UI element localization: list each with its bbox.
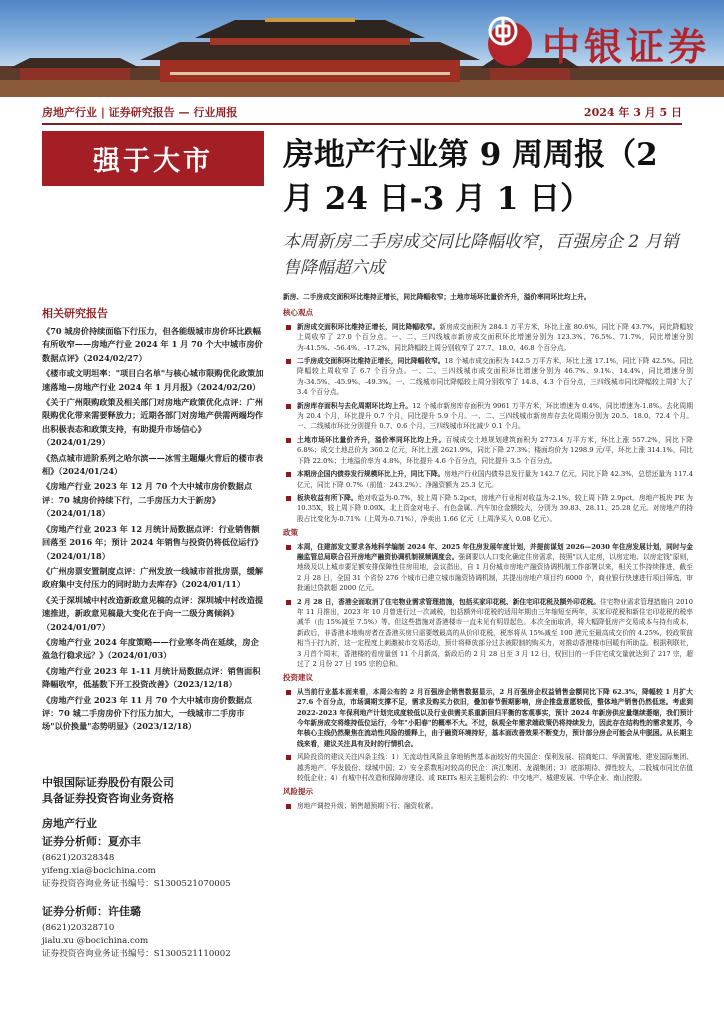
bullet-text: 房地产行业国内债券总发行量为 142.7 亿元，同比下降 42.3%，总偿还量为 117.4 亿元，同比下降 0.7%（前值：243.2%）；净融资额为 25.3 亿元。	[297, 470, 693, 489]
bullet-text: 风险投资的建议关注四条主线：1）无流动性风险且拿地销售基本面较好的央国企：保利发展、招商蛇口、华润置地、建发国际集团、越秀地产、华发股份、绿城中国；2）安全系数相对较高的民企：滨江集团、龙湖集团；3）底部期待、弹性较大，二股城市同比估值较低企业；4）有城中村改造和保障房建设、或 REITs 相关主题机会的：中交地产、城建发展、中华企业、南山控股。	[297, 753, 693, 783]
related-reports	[42, 305, 264, 736]
bullet-text: 新房成交面积为 284.1 万平方米，环比上涨 80.6%，同比下降 43.7%，同比降幅较上周收窄了 27.0 个百分点。一、二、三四线城市新房成交面积环比增速分别为 123.3%、76.5%、71.7%，同比增速分别为-41.5%、-56.4%、-17.2%，同比降幅较上周分别收窄了 27.7、18.0、46.8 个百分点。	[297, 322, 694, 352]
bullet-lead: 本期房企国内债券发行规模环比上升，同比下降。	[297, 470, 445, 479]
related-report-item[interactable]: 《广州房票安置制度点评：广州发放一线城市首批房票，缓解政府集中支付压力的同时助力去库存》（2024/01/11）	[42, 565, 264, 590]
related-report-item[interactable]: 《房地产行业 2024 年度策略——行业寒冬尚在延续，房企盈急行稳求远？》（2024/01/03）	[42, 636, 259, 661]
section-title: 政策	[283, 528, 298, 538]
section-bullet	[283, 356, 693, 398]
bullet-text: 房地产调控升级；销售超预期下行；融资收紧。	[297, 801, 438, 810]
section-bullet	[283, 435, 693, 466]
report-title: 房地产行业第 9 周周报（2 月 24 日-3 月 1 日）	[283, 137, 658, 217]
analyst-cert: 证券投资咨询业务证书编号：S1300521110002	[42, 949, 231, 959]
company-logo	[488, 16, 710, 71]
bullet-lead: 从当前行业基本面来看，本周公布的 2 月百强房企销售数据显示，2 月百强房企权益销售金额同比下降 62.3%，降幅较 1 月扩大 27.6 个百分点，市场调期支撑不足，需求及购买力依旧，叠加春节假期影响，房企推盘意愿较低，整体地产销售仍然低迷。考虑到 2022-2023 年保利地产计划完成度较低以及行业供需关系重新回归平衡的客观事实，预计 2024 年新房供应量继续萎缩，我们预计今年新房成交将维持低位运行，今年"小阳春"的概率不大。不过，纵观全年需求端政策仍将持续发力，因此存在结构性的需求复苏，今年核心主线仍然聚焦在流动性风险的缓释上，由于融资环境持好，基本面改善效果不断变力，预计部分房企可能会从中脱困。从长期主线来看，建议关注具有及时的行情机会。	[297, 687, 693, 748]
section-bullet	[283, 493, 693, 524]
bullet-text: 18 个城市成交面积为 142.5 万平方米，环比上涨 17.1%，同比下降 42.5%。同比降幅较上周收窄了 6.7 个百分点。一、二、三四线城市成交面积环比增速分别为 46.7%、9.1%、14.4%，同比增速分别为-34.5%、-45.9%、-49.3%。一、二线城市同比降幅较上周分别收窄了 14.8、4.3 个百分点，三四线城市同比降幅较上周扩大了 3.4 个百分点。	[297, 357, 693, 397]
section-bullet	[283, 542, 693, 594]
related-report-item[interactable]: 《房地产行业 2023 年 1-11 月统计局数据点评：销售面积降幅收窄，低基数下开工投资改善》（2023/12/18）	[42, 665, 261, 690]
section-bullet	[283, 752, 693, 783]
report-summary: 新房、二手房成交面积环比维持正增长，同比降幅收窄；土地市场环比量价齐升，溢价率同环比均上升。	[283, 293, 591, 301]
header-banner	[0, 0, 724, 97]
bullet-lead: 板块收益有所下降。	[297, 493, 358, 502]
report-date: 2024 年 3 月 5 日	[583, 106, 682, 119]
related-report-item[interactable]: 《房地产行业 2023 年 12 月 70 个大中城市房价数据点评：70 城房价持续下行，二手房压力大于新房》（2024/01/18）	[42, 481, 253, 519]
bullet-text: 百城成交土地规划建筑面积为 2773.4 万平方米，环比上涨 557.2%，同比下降 6.8%；成交土地总价为 360.2 亿元，环比上涨 2621.9%，同比下降 27.3%；楼面均价为 1298.9 元/平，环比上涨 314.1%，同比下降 22.0%；土地溢价率为 4.8%，环比提升 4.6 个百分点，同比提升 3.5 个百分点。	[297, 435, 693, 465]
related-report-item[interactable]: 《关于深圳城中村改造新政意见稿的点评：深圳城中村改造提速推进，新政意见稿最大变化在于向一二级分离倾斜》（2024/01/07）	[42, 594, 264, 632]
analyst-block	[42, 835, 282, 891]
related-report-item[interactable]: 《70 城房价持续面临下行压力，但各能级城市房价环比跌幅有所收窄——房地产行业 2024 年 1 月 70 个大中城市房价数据点评》（2024/02/27）	[42, 326, 263, 363]
bullet-lead: 土地市场环比量价齐升，溢价率同环比均上升。	[297, 435, 446, 444]
bullet-text: 住宅物业需求管理措施自 2010 年 11 月推出，2023 年 10 月曾进行过一次减税，包括额外印花税的适用年期由三年缩短至两年，买家印花税和新住宅印花税的税率减半（由 15%减至 7.5%）等。但这些措施对香港楼市一直未见有明显起色。本次全面取消，将大幅降低房产交易成本与持有成本，新政后，非香港本地购房者在香港买房只需要缴最高的从价印花税，税率将从 15%减至 100 港元至最高成交价的 4.25%，较政策前相当于打九折，这一定程度上刺激被市交易活动，预计将释放部分过去被限制的购买力，对推动香港楼市回暖有所助益。根据利联社，3 月首个周末，香港楼的看房量创 11 个月新高，新政后的 2 月 28 日至 3 月 12 日，权回目的一手住宅成交量就达到了 217 宗，超过了 2 月份 27 日 195 宗的总和。	[297, 597, 693, 668]
rating-badge: 强于大市	[42, 131, 264, 186]
bullet-lead: 本周，住建部发文要求各地科学编制 2024 年、2025 年住房发展年度计划，并提前谋划 2026—2030 年住房发展计划，同时与金融监管总局联合召开房地产融资协调机制视频调度会。	[297, 542, 693, 561]
related-report-item[interactable]: 《关于广州限购政策及相关部门对房地产政策优化点评：广州限购优化带来需要释放力；近期各部门对房地产供需两端均作出积极表态和政策支持，有助提升市场信心》（2024/01/29）	[42, 397, 264, 448]
section-bullet	[283, 469, 693, 490]
analyst-email[interactable]: jialu.xu @bocichina.com	[42, 936, 149, 946]
sector-label: 房地产行业	[42, 817, 97, 830]
section-bullet	[283, 597, 693, 670]
analyst-name: 证券分析师：夏亦丰	[42, 835, 141, 848]
logo-text: 中银证券	[541, 25, 710, 69]
bullet-lead: 2 月 28 日，香港全面取消了住宅物业需求管理措施，包括买家印花税、新住宅印花税及额外印花税。	[297, 597, 600, 606]
analyst-cert: 证券投资咨询业务证书编号：S1300521070005	[42, 879, 231, 889]
related-report-item[interactable]: 《楼市或文明坦率："项目白名单"与核心城市限购优化政策加速落地—房地产行业 2024 年 1 月月报》（2024/02/20）	[42, 368, 264, 392]
related-report-item[interactable]: 《房地产行业 2023 年 11 月 70 个大中城市房价数据点评：70 城二手房房价下行压力加大，一线城市二手房市场"以价换量"态势明显》（2023/12/18）	[42, 694, 253, 732]
boc-emblem-icon	[488, 22, 532, 66]
analyst-name: 证券分析师：许佳璐	[42, 905, 141, 918]
section-bullet	[283, 401, 693, 432]
section-title: 风险提示	[283, 787, 313, 797]
company-name: 中银国际证券股份有限公司	[42, 776, 174, 789]
related-reports-list	[42, 325, 264, 734]
company-qualification: 具备证券投资咨询业务资格	[42, 792, 174, 805]
bullet-lead: 新房成交面积环比维持正增长，同比降幅收窄。	[297, 322, 440, 331]
company-info	[42, 775, 272, 831]
section-bullet	[283, 687, 693, 749]
report-category: 房地产行业 | 证券研究报告 — 行业周报	[42, 106, 238, 119]
bullet-lead: 新房库存面积与去化周期环比均上升。	[297, 401, 413, 410]
report-header	[42, 101, 682, 125]
section-title: 投资建议	[283, 673, 313, 683]
section-title: 核心观点	[283, 308, 313, 318]
analyst-email[interactable]: yifeng.xia@bocichina.com	[42, 866, 156, 876]
analyst-phone: (8621)20328710	[42, 923, 115, 933]
related-report-item[interactable]: 《热点城市进阶系列之哈尔滨——冰雪主题爆火背后的楼市表相》（2024/01/24）	[42, 452, 264, 477]
related-report-item[interactable]: 《房地产行业 2023 年 12 月统计局数据点评：行业销售额回落至 2016 年；预计 2024 年销售与投资仍将低位运行》（2024/01/18）	[42, 523, 263, 561]
bullet-text: 12 个城市新房库存面积为 9961 万平方米，环比增速为 0.4%，同比增速为-1.8%。去化周期为 20.4 个月，环比提升 0.7 个月，同比提升 5.9 个月。一、二、三四线城市新房库存去化周期分别为 20.5、18.0、72.4 个月。一、二线城市环比分别提升 0.7、0.6 个月，三四线城市环比减少 0.1 个月。	[297, 401, 693, 431]
bullet-text: 强调要以人口变化确定住房需求，按照"以人定房，以房定地、以房定钱"原则，地级及以上城市要足额安排保障性住房用地，会议指出，自 1 月份城市房地产融资协调机制工作部署以来，相关工作持续推进，截至 2 月 28 日，全国 31 个省份 276 个城市已建立城市融资协调机制，共提出房地产项目约 6000 个，商业银行快速进行项目筛选，审批通过贷款超 2000 亿元。	[297, 552, 694, 593]
report-body	[283, 292, 693, 814]
section-bullet	[283, 801, 693, 811]
report-sections	[283, 308, 693, 811]
related-reports-title: 相关研究报告	[42, 307, 108, 320]
section-bullet	[283, 322, 693, 353]
bullet-text: 绝对收益为-0.7%，较上周下降 5.2pct，房地产行业相对收益为-2.1%，较上周下降 2.9pct。房地产板块 PE 为 10.35X，较上周下降 0.09X。北上资金对电子、有色金属、汽车加仓金额较大，分别为 39.83、28.11、25.28 亿元。对房地产的持股占比变化为-0.71%（上周为-0.71%），净卖出 1.66 亿元（上周净买入 0.08 亿元）。	[297, 493, 693, 523]
analyst-block	[42, 905, 282, 961]
report-subtitle: 本周新房二手房成交同比降幅收窄，百强房企 2 月销售降幅超六成	[283, 232, 679, 278]
bullet-lead: 二手房成交面积环比维持正增长，同比降幅收窄。	[297, 357, 445, 366]
analyst-phone: (8621)20328348	[42, 853, 115, 863]
